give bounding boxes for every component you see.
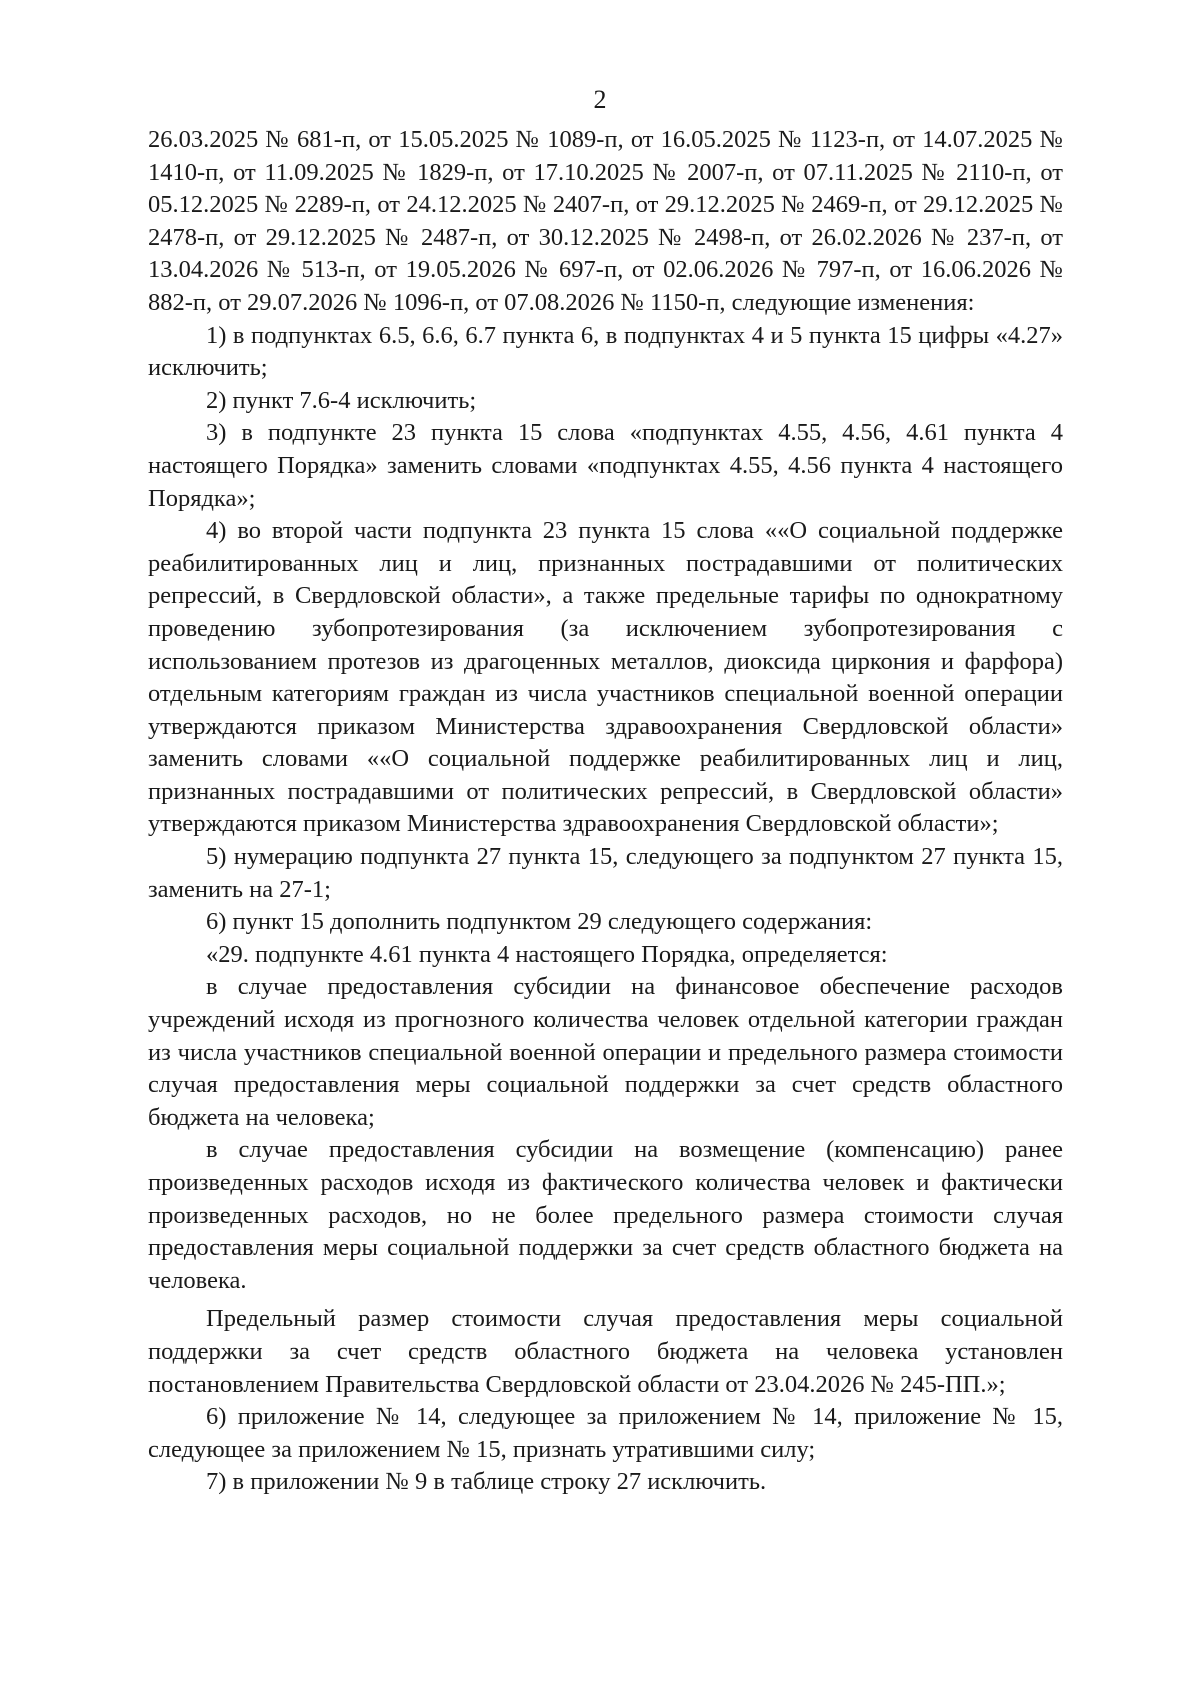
paragraph-item-1: 1) в подпунктах 6.5, 6.6, 6.7 пункта 6, в подпунктах 4 и 5 пункта 15 цифры «4.27» исключить;: [148, 321, 1063, 382]
paragraph-subitem-29: «29. подпункте 4.61 пункта 4 настоящего Порядка, определяется:: [206, 940, 888, 968]
paragraph-case-financing: в случае предоставления субсидии на финансовое обеспечение расходов учреждений исходя из прогнозного количества человек отдельной категории граждан из числа участников специальной военной операции и предельного размера стоимости случая предоставления меры социальной поддержки за счет средств областного бюджета на человека;: [148, 973, 1063, 1131]
paragraph-item-2: 2) пункт 7.6-4 исключить;: [206, 386, 477, 414]
paragraph-item-7: 7) в приложении № 9 в таблице строку 27 исключить.: [206, 1468, 767, 1496]
paragraph-item-6: 6) пункт 15 дополнить подпунктом 29 следующего содержания:: [206, 908, 873, 936]
paragraph-item-5: 5) нумерацию подпункта 27 пункта 15, следующего за подпунктом 27 пункта 15, заменить на 27-1;: [148, 843, 1063, 903]
paragraph-item-6-appendices: 6) приложение № 14, следующее за приложением № 14, приложение № 15, следующее за приложением № 15, признать утратившими силу;: [148, 1403, 1063, 1463]
paragraph-case-compensation: в случае предоставления субсидии на возмещение (компенсацию) ранее произведенных расходов исходя из фактического количества человек и фактически произведенных расходов, но не более предельного размера стоимости случая предоставления меры социальной поддержки за счет средств областного бюджета на человека.: [148, 1136, 1063, 1294]
page-number: 2: [593, 85, 607, 114]
paragraph-amended-acts-list: 26.03.2025 № 681-п, от 15.05.2025 № 1089-п, от 16.05.2025 № 1123-п, от 14.07.2025 № 1410-п, от 11.09.2025 № 1829-п, от 17.10.2025 № 2007-п, от 07.11.2025 № 2110-п, от 05.12.2025 № 2289-п, от 24.12.2025 № 2407-п, от 29.12.2025 № 2469-п, от 29.12.2025 № 2478-п, от 29.12.2025 № 2487-п, от 30.12.2025 № 2498-п, от 26.02.2026 № 237-п, от 13.04.2026 № 513-п, от 19.05.2026 № 697-п, от 02.06.2026 № 797-п, от 16.06.2026 № 882-п, от 29.07.2026 № 1096-п, от 07.08.2026 № 1150-п, следующие изменения:: [148, 126, 1063, 316]
paragraph-item-4: 4) во второй части подпункта 23 пункта 15 слова ««О социальной поддержке реабилитированных лиц и лиц, признанных пострадавшими от политических репрессий, в Свердловской области», а также предельные тарифы по однократному проведению зубопротезирования (за исключением зубопротезирования с использованием протезов из драгоценных металлов, диоксида циркония и фарфора) отдельным категориям граждан из числа участников специальной военной операции утверждаются приказом Министерства здравоохранения Свердловской области» заменить словами ««О социальной поддержке реабилитированных лиц и лиц, признанных пострадавшими от политических репрессий, в Свердловской области» утверждаются приказом Министерства здравоохранения Свердловской области»;: [148, 517, 1063, 838]
paragraph-item-3: 3) в подпункте 23 пункта 15 слова «подпунктах 4.55, 4.56, 4.61 пункта 4 настоящего Порядка» заменить словами «подпунктах 4.55, 4.56 пункта 4 настоящего Порядка»;: [148, 419, 1063, 512]
paragraph-limit-size: Предельный размер стоимости случая предоставления меры социальной поддержки за счет средств областного бюджета на человека установлен постановлением Правительства Свердловской области от 23.04.2026 № 245-ПП.»;: [148, 1305, 1063, 1398]
document-body: [148, 124, 1063, 1499]
